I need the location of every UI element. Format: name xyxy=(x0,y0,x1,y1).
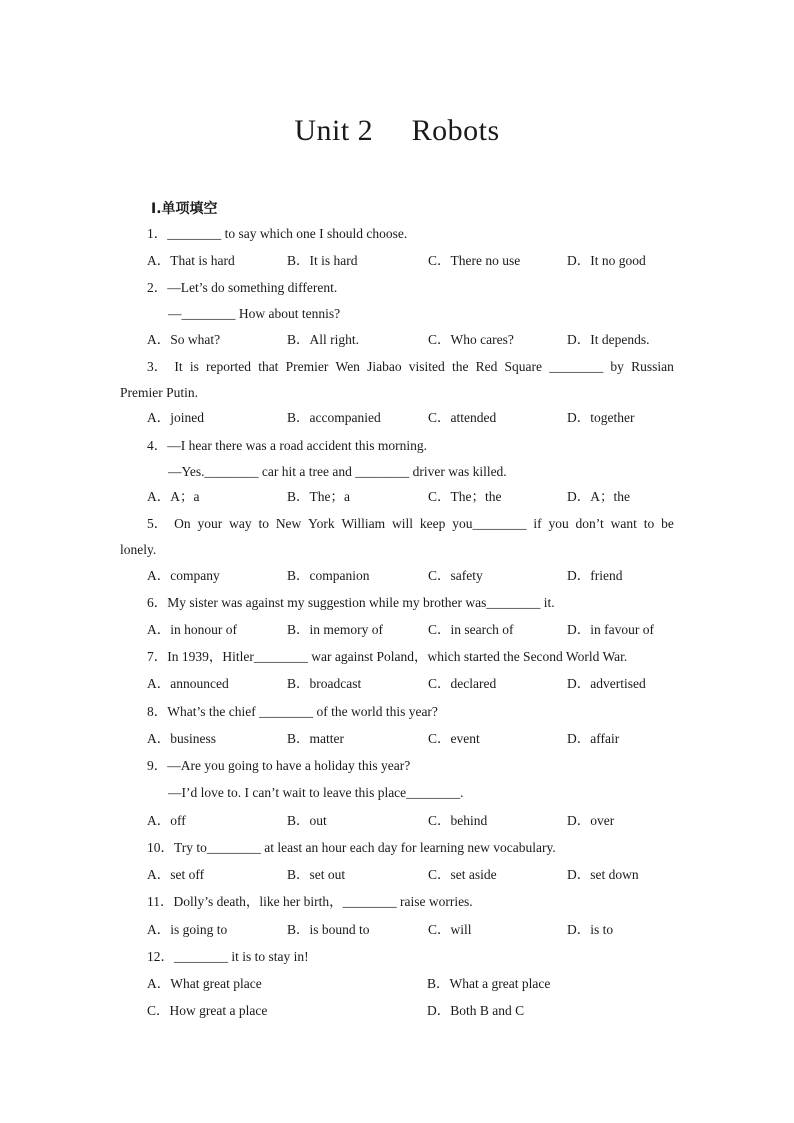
option-b: B．All right. xyxy=(287,332,360,347)
question-stem: 1．________ to say which one I should choose. xyxy=(147,226,408,241)
stem-word: be xyxy=(661,516,674,531)
option-b: B．The；a xyxy=(287,489,350,504)
option-b: B．It is hard xyxy=(287,253,358,268)
option-a: A．in honour of xyxy=(147,622,237,637)
option-d: D．affair xyxy=(567,731,620,746)
stem-word: is xyxy=(189,359,199,374)
stem-word: want xyxy=(610,516,637,531)
option-a: A．off xyxy=(147,813,186,828)
option-d: D．advertised xyxy=(567,676,646,691)
option-c: C．attended xyxy=(428,410,497,425)
question-stem: 4．—I hear there was a road accident this morning. xyxy=(147,438,428,453)
stem-word: Russian xyxy=(631,359,674,374)
stem-word: William xyxy=(341,516,386,531)
option-b: B．broadcast xyxy=(287,676,362,691)
stem-word: On xyxy=(174,516,191,531)
option-d: D．is to xyxy=(567,922,614,937)
option-c: C．declared xyxy=(428,676,497,691)
section-heading: Ⅰ.单项填空 xyxy=(151,201,218,217)
stem-word: visited xyxy=(408,359,445,374)
option-c: C．How great a place xyxy=(147,1003,268,1018)
option-b: B．set out xyxy=(287,867,346,882)
stem-word: Jiabao xyxy=(367,359,402,374)
question-stem: 7．In 1939，Hitler________ war against Poland，which started the Second World War. xyxy=(147,649,628,664)
option-c: C．safety xyxy=(428,568,483,583)
stem-word: to xyxy=(258,516,269,531)
question-reply: —________ How about tennis? xyxy=(168,306,341,321)
question-reply: —Yes.________ car hit a tree and ________ driver was killed. xyxy=(168,464,507,479)
option-d: D．Both B and C xyxy=(427,1003,525,1018)
stem-word: 3． xyxy=(147,359,168,374)
question-stem: 9．—Are you going to have a holiday this year? xyxy=(147,758,411,773)
option-b: B．in memory of xyxy=(287,622,383,637)
page-title: Unit 2 Robots xyxy=(294,114,500,147)
option-a: A．business xyxy=(147,731,217,746)
option-b: B．What a great place xyxy=(427,976,551,991)
option-c: C．in search of xyxy=(428,622,514,637)
question-stem: 11．Dolly’s death，like her birth，________ raise worries. xyxy=(147,894,473,909)
option-c: C．Who cares? xyxy=(428,332,514,347)
option-b: B．is bound to xyxy=(287,922,370,937)
option-a: A．So what? xyxy=(147,332,221,347)
option-a: A．company xyxy=(147,568,220,583)
option-a: A．announced xyxy=(147,676,229,691)
option-d: D．over xyxy=(567,813,615,828)
stem-word: you________ xyxy=(452,516,527,531)
stem-word: Premier xyxy=(285,359,329,374)
option-a: A．is going to xyxy=(147,922,228,937)
option-a: A．A；a xyxy=(147,489,200,504)
stem-word: reported xyxy=(206,359,252,374)
stem-word: Square xyxy=(504,359,543,374)
stem-word: that xyxy=(258,359,279,374)
question-stem: 2．—Let’s do something different. xyxy=(147,280,338,295)
stem-word: keep xyxy=(419,516,446,531)
question-continuation: Premier Putin. xyxy=(120,385,198,400)
option-d: D．friend xyxy=(567,568,623,583)
stem-word: York xyxy=(308,516,335,531)
stem-word: by xyxy=(610,359,624,374)
stem-word: ________ xyxy=(549,359,604,374)
option-b: B．accompanied xyxy=(287,410,381,425)
question-stem: 8．What’s the chief ________ of the world this year? xyxy=(147,704,438,719)
stem-word: if xyxy=(533,516,542,531)
option-b: B．out xyxy=(287,813,327,828)
stem-word: New xyxy=(275,516,302,531)
option-b: B．matter xyxy=(287,731,344,746)
stem-word: don’t xyxy=(575,516,604,531)
stem-word: the xyxy=(451,359,469,374)
option-d: D．set down xyxy=(567,867,639,882)
option-c: C．will xyxy=(428,922,472,937)
option-d: D．together xyxy=(567,410,635,425)
option-c: C．There no use xyxy=(428,253,521,268)
option-b: B．companion xyxy=(287,568,370,583)
option-a: A．joined xyxy=(147,410,204,425)
option-c: C．event xyxy=(428,731,480,746)
option-c: C．set aside xyxy=(428,867,497,882)
question-stem xyxy=(147,359,674,375)
option-d: D．It depends. xyxy=(567,332,650,347)
question-stem: 6．My sister was against my suggestion while my brother was________ it. xyxy=(147,595,555,610)
option-a: A．What great place xyxy=(147,976,262,991)
option-a: A．set off xyxy=(147,867,205,882)
stem-word: will xyxy=(392,516,414,531)
option-c: C．behind xyxy=(428,813,488,828)
stem-word: you xyxy=(548,516,569,531)
stem-word: your xyxy=(197,516,223,531)
stem-word: It xyxy=(174,359,183,374)
option-d: D．It no good xyxy=(567,253,646,268)
question-stem: 12．________ it is to stay in! xyxy=(147,949,309,964)
stem-word: to xyxy=(643,516,655,531)
question-stem xyxy=(147,516,674,532)
question-reply: —I’d love to. I can’t wait to leave this place________. xyxy=(168,785,464,800)
stem-word: Wen xyxy=(335,359,360,374)
question-continuation: lonely. xyxy=(120,542,157,557)
option-a: A．That is hard xyxy=(147,253,235,268)
option-d: D．in favour of xyxy=(567,622,654,637)
option-c: C．The；the xyxy=(428,489,502,504)
stem-word: way xyxy=(229,516,252,531)
stem-word: 5． xyxy=(147,516,168,531)
stem-word: Red xyxy=(475,359,498,374)
question-stem: 10．Try to________ at least an hour each day for learning new vocabulary. xyxy=(147,840,556,855)
option-d: D．A；the xyxy=(567,489,630,504)
